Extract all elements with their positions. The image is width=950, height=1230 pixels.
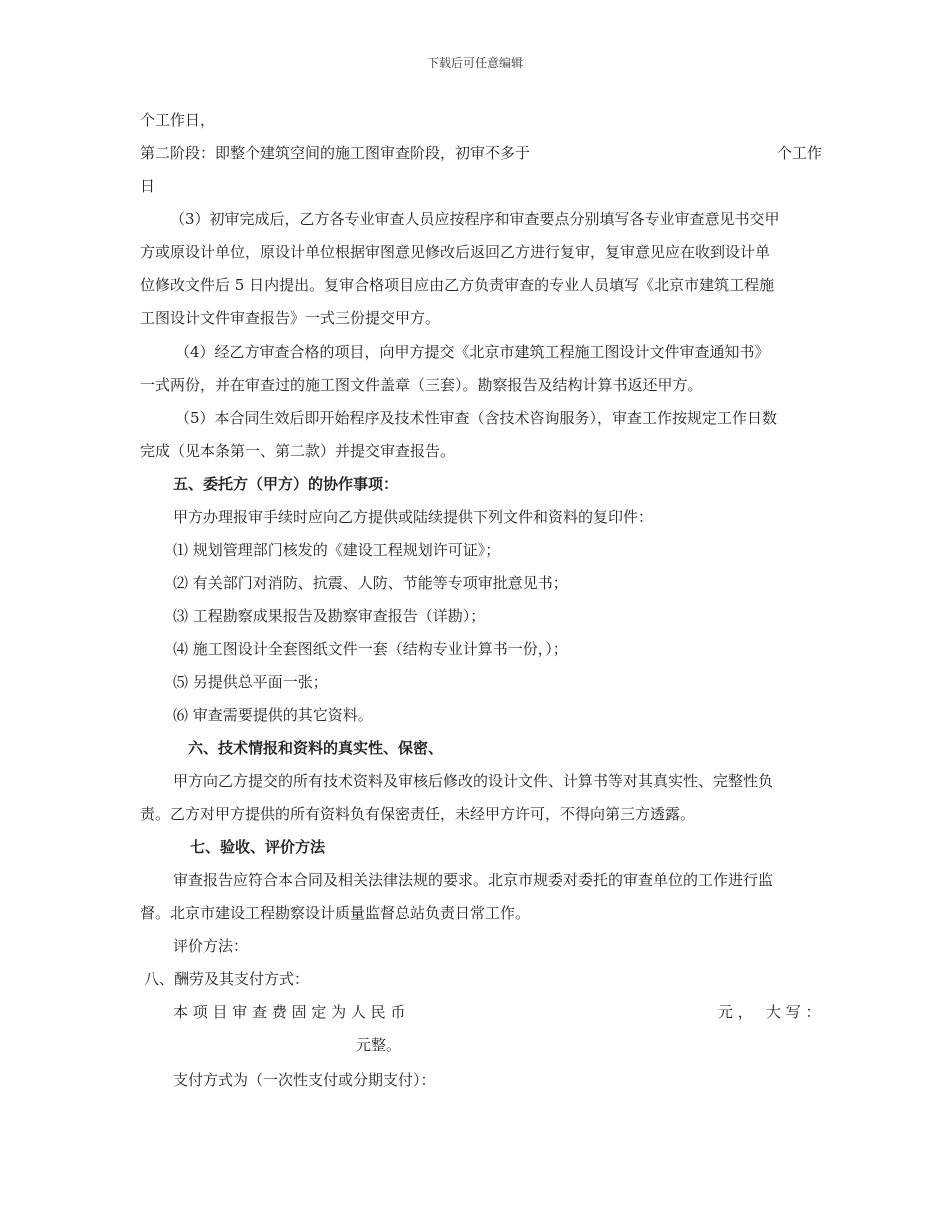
paragraph-line: 位修改文件后 5 日内提出。复审合格项目应由乙方负责审查的专业人员填写《北京市建筑工程施	[140, 276, 775, 294]
paragraph-line: 甲方向乙方提交的所有技术资料及审核后修改的设计文件、计算书等对其真实性、完整性负	[173, 772, 774, 790]
list-item: ⑶ 工程勘察成果报告及勘察审查报告（详勘）；	[173, 607, 486, 625]
paragraph-line: 责。乙方对甲方提供的所有资料负有保密责任，未经甲方许可，不得向第三方透露。	[140, 805, 696, 823]
fee-line-unit: 元 ，	[718, 1003, 753, 1021]
list-item: ⑴ 规划管理部门核发的《建设工程规划许可证》；	[173, 541, 501, 559]
paragraph-line: 审查报告应符合本合同及相关法律法规的要求。北京市规委对委托的审查单位的工作进行监	[173, 871, 774, 889]
page-header: 下载后可任意编辑	[426, 56, 523, 70]
paragraph-line: 甲方办理报审手续时应向乙方提供或陆续提供下列文件和资料的复印件：	[173, 508, 654, 526]
paragraph-line: 督。北京市建设工程勘察设计质量监督总站负责日常工作。	[140, 904, 531, 922]
list-item: ⑵ 有关部门对消防、抗震、人防、节能等专项审批意见书；	[173, 574, 568, 592]
paragraph-line: 评价方法：	[173, 937, 249, 955]
list-item: ⑷ 施工图设计全套图纸文件一套（结构专业计算书一份，）；	[173, 640, 568, 658]
paragraph-line: 完成（见本条第一、第二款）并提交审查报告。	[140, 442, 456, 460]
section-heading-7: 七、验收、评价方法	[190, 838, 326, 856]
paragraph-line-end: 个工作	[777, 144, 823, 162]
list-item: ⑸ 另提供总平面一张；	[173, 673, 328, 691]
paragraph-line: （5）本合同生效后即开始程序及技术性审查（含技术咨询服务），审查工作按规定工作日数	[175, 409, 778, 427]
section-heading-5: 五、委托方（甲方）的协作事项：	[173, 475, 399, 493]
paragraph-line: 工图设计文件审查报告》一式三份提交甲方。	[140, 309, 441, 327]
list-item: ⑹ 审查需要提供的其它资料。	[173, 706, 373, 724]
paragraph-line: 个工作日，	[140, 111, 216, 129]
section-heading-8: 八、酬劳及其支付方式：	[144, 970, 310, 988]
section-heading-6: 六、技术情报和资料的真实性、保密、	[188, 739, 444, 757]
paragraph-line: 日	[140, 177, 156, 195]
paragraph-line: （4）经乙方审查合格的项目，向甲方提交《北京市建筑工程施工图设计文件审查通知书》	[175, 343, 770, 361]
fee-line-end: 元整。	[356, 1036, 402, 1054]
fee-line-words: 大 写 ：	[766, 1003, 821, 1021]
payment-method-line: 支付方式为（一次性支付或分期支付）：	[173, 1071, 436, 1089]
paragraph-line: 第二阶段：即整个建筑空间的施工图审查阶段，初审不多于	[140, 144, 531, 162]
paragraph-line: （3）初审完成后，乙方各专业审查人员应按程序和审查要点分别填写各专业审查意见书交甲	[170, 210, 780, 228]
fee-line-start: 本 项 目 审 查 费 固 定 为 人 民 币	[173, 1003, 406, 1021]
paragraph-line: 一式两份，并在审查过的施工图文件盖章（三套）。勘察报告及结构计算书返还甲方。	[140, 376, 703, 394]
paragraph-line: 方或原设计单位，原设计单位根据审图意见修改后返回乙方进行复审，复审意见应在收到设计单	[140, 243, 771, 261]
